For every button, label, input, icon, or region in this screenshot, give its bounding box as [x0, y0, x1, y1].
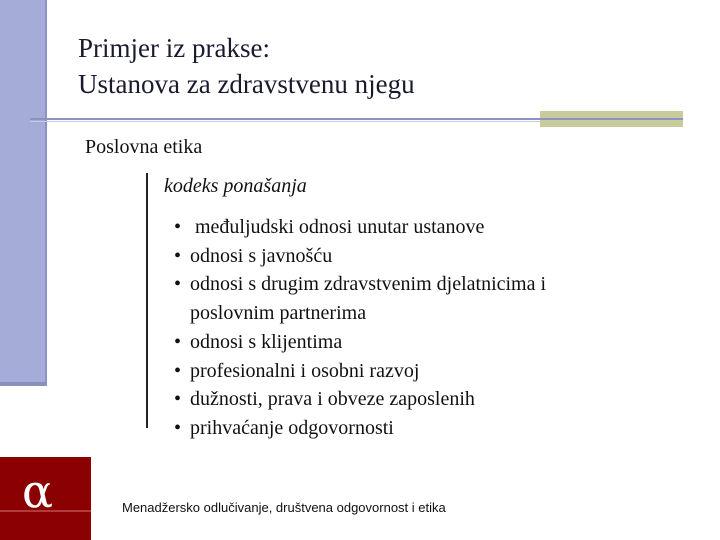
bullet-list: [174, 213, 546, 443]
title-divider-shadow: [30, 121, 540, 122]
list-item: [174, 328, 546, 357]
footer-text: Menadžersko odlučivanje, društvena odgovornost i etika: [122, 500, 446, 515]
list-item-text: odnosi s klijentima: [190, 330, 343, 353]
bullet-icon: •: [174, 330, 182, 353]
list-item: [174, 357, 546, 386]
list-item-text: dužnosti, prava i obveze zaposlenih: [190, 388, 475, 411]
list-item: [174, 242, 546, 271]
list-item-text: poslovnim partnerima: [190, 302, 367, 325]
bullet-icon: •: [174, 359, 182, 382]
list-item-text: odnosi s drugim zdravstvenim djelatnicima i: [190, 273, 547, 296]
vertical-rule: [146, 173, 148, 428]
list-item: [174, 270, 546, 299]
title-line-1: Primjer iz prakse:: [78, 33, 270, 63]
list-item-continuation: [174, 299, 546, 328]
list-item: [174, 213, 546, 242]
bullet-icon: •: [174, 244, 182, 267]
section-heading: Poslovna etika: [85, 136, 203, 158]
list-item: [174, 385, 546, 414]
list-item: [174, 414, 546, 443]
bullet-icon: •: [174, 416, 182, 439]
slide-title: [78, 30, 415, 102]
accent-divider: [540, 118, 683, 120]
alpha-logo-icon: α: [22, 464, 54, 518]
left-bar-shadow: [0, 382, 47, 386]
list-item-text: međuljudski odnosi unutar ustanove: [195, 216, 485, 238]
subheading: kodeks ponašanja: [164, 175, 307, 197]
list-item-text: profesionalni i osobni razvoj: [190, 359, 420, 382]
bullet-icon: •: [174, 388, 182, 411]
list-item-text: prihvaćanje odgovornosti: [190, 416, 394, 439]
list-item-text: odnosi s javnošću: [190, 244, 333, 267]
left-decorative-bar: [0, 0, 47, 384]
title-line-2: Ustanova za zdravstvenu njegu: [78, 69, 415, 99]
title-divider: [30, 118, 540, 120]
bullet-icon: •: [174, 273, 182, 296]
bullet-icon: •: [174, 216, 182, 238]
